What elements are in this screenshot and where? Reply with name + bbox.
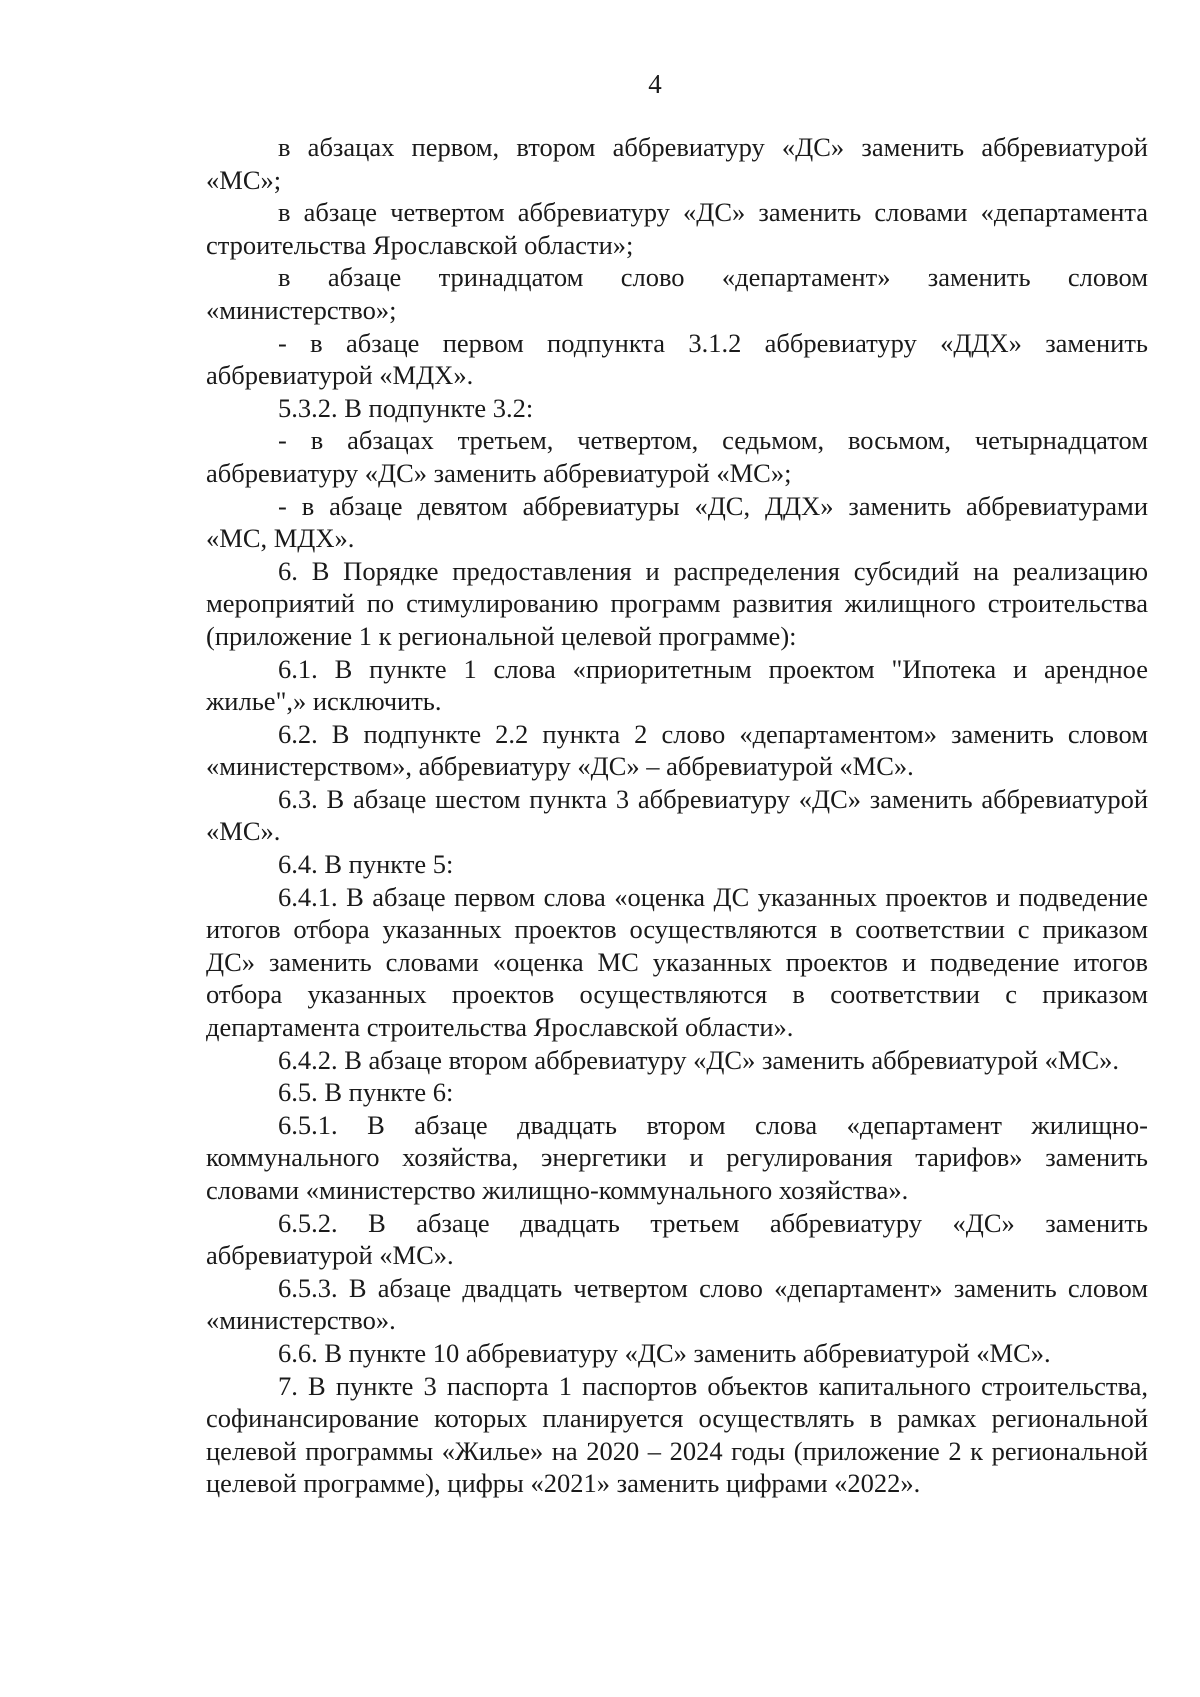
document-body	[206, 131, 1148, 1500]
paragraph: 6.5. В пункте 6:	[278, 1077, 454, 1108]
page-number: 4	[648, 69, 662, 99]
paragraph: 6.3. В абзаце шестом пункта 3 аббревиатуру «ДС» заменить аббревиатурой «МС».	[206, 783, 1148, 847]
paragraph: 6.5.1. В абзаце двадцать втором слова «департамент жилищно-коммунального хозяйства, энергетики и регулирования тарифов» заменить словами «министерство жилищно-коммунального хозяйства».	[206, 1109, 1148, 1205]
paragraph: 6.5.2. В абзаце двадцать третьем аббревиатуру «ДС» заменить аббревиатурой «МС».	[206, 1207, 1148, 1271]
paragraph: 6.6. В пункте 10 аббревиатуру «ДС» заменить аббревиатурой «МС».	[278, 1337, 1051, 1368]
paragraph: 5.3.2. В подпункте 3.2:	[278, 392, 534, 423]
paragraph: 6.4.2. В абзаце втором аббревиатуру «ДС» заменить аббревиатурой «МС».	[278, 1044, 1120, 1075]
paragraph: в абзацах первом, втором аббревиатуру «ДС» заменить аббревиатурой «МС»;	[206, 132, 1148, 195]
paragraph: в абзаце четвертом аббревиатуру «ДС» заменить словами «департамента строительства Ярославской области»;	[206, 197, 1148, 260]
paragraph: 6.4.1. В абзаце первом слова «оценка ДС указанных проектов и подведение итогов отбора указанных проектов осуществляются в соответствии с приказом ДС» заменить словами «оценка МС указанных проектов и подведение итогов отбора указанных проектов осуществляются в соответствии с приказом департамента строительства Ярославской области».	[206, 881, 1148, 1043]
paragraph: 7. В пункте 3 паспорта 1 паспортов объектов капитального строительства, софинансирование которых планируется осуществлять в рамках региональной целевой программы «Жилье» на 2020 – 2024 годы (приложение 2 к региональной целевой программе), цифры «2021» заменить цифрами «2022».	[206, 1370, 1148, 1499]
paragraph: - в абзаце девятом аббревиатуры «ДС, ДДХ» заменить аббревиатурами «МС, МДХ».	[206, 490, 1148, 554]
paragraph: - в абзаце первом подпункта 3.1.2 аббревиатуру «ДДХ» заменить аббревиатурой «МДХ».	[206, 327, 1148, 391]
paragraph: 6.2. В подпункте 2.2 пункта 2 слово «департаментом» заменить словом «министерством», аббревиатуру «ДС» – аббревиатурой «МС».	[206, 718, 1148, 782]
paragraph: в абзаце тринадцатом слово «департамент» заменить словом «министерство»;	[206, 262, 1148, 325]
paragraph: 6.1. В пункте 1 слова «приоритетным проектом "Ипотека и арендное жилье",» исключить.	[206, 653, 1148, 717]
paragraph: 6.4. В пункте 5:	[278, 849, 454, 880]
paragraph: 6.5.3. В абзаце двадцать четвертом слово «департамент» заменить словом «министерство».	[206, 1272, 1148, 1336]
paragraph: - в абзацах третьем, четвертом, седьмом, восьмом, четырнадцатом аббревиатуру «ДС» заменить аббревиатурой «МС»;	[206, 425, 1148, 488]
paragraph: 6. В Порядке предоставления и распределения субсидий на реализацию мероприятий по стимулированию программ развития жилищного строительства (приложение 1 к региональной целевой программе):	[206, 555, 1148, 651]
